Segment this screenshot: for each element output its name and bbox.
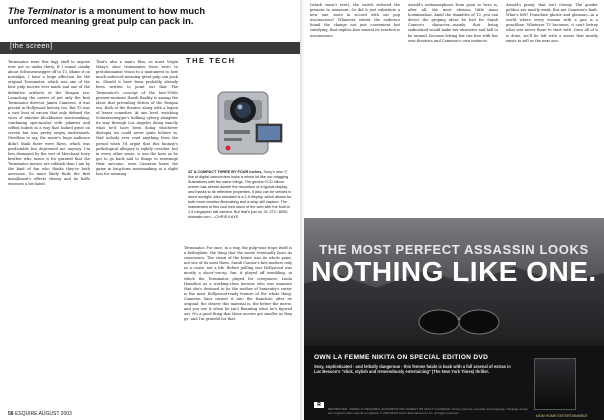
section-bar (0, 42, 300, 54)
ad-tagline-2: NOTHING LIKE ONE. (311, 256, 597, 287)
camcorder-image (190, 70, 294, 170)
caption-text: Sony's new 'C' line of digital camcorders looks a whole lot like our magging illustrations with the same things. The genius CCD silicon screen has almost double the resolution of a typical display, and thanks to its reflective properties, it also can be viewed in direct sunlight. Also standard is a 2.5 display, which allows for both more creative filmmaking and a crisp still capture. The mainstream of this cool new stock of the web with the built-in 1.5 megapixel still camera. But that's just us. Vt. 2TC: $900; dvdrsale.com —CHRIS KAYE (188, 170, 292, 219)
headline-italic: The Terminator (8, 5, 76, 16)
headline (8, 6, 208, 26)
dvd-advertisement[interactable] (304, 218, 604, 420)
section-label: [the screen] (10, 43, 53, 50)
ad-fine-print: RESTRICTED. UNDER 17 REQUIRES ACCOMPANYING PARENT OR ADULT GUARDIAN. Strong violence, sexuality and language. Package design and supplemental material compilation © 2003 MGM Home Entertainment LLC. All rights reserved. (328, 407, 528, 415)
ad-promo-title: OWN LA FEMME NIKITA ON SPECIAL EDITION DVD (314, 354, 489, 361)
headline-rest: is a monument to how much unforced meaning great pulp can pack in. (8, 5, 206, 26)
photo-caption (188, 170, 293, 220)
tech-heading: THE TECH (186, 56, 236, 65)
caption-lead: AT A COMPACT THREE BY FOUR inches, (188, 170, 263, 174)
right-column-1: (which wasn't ever), the switch reduced the premise to nonsense. Or did it just substitute a new one, more in accord with our pop unconscious? Whatever extent the audience found the change not just convenient but satisfying, that implies how amoral its reaction is unconscious. (310, 3, 400, 38)
page-footer-text: ESQUIRE AUGUST 2003 (14, 411, 72, 417)
right-column-3: Arnold's proxy; that isn't cheesy. The gender politics are mostly weak. But not Cameron's fault. What's left? Franchise ghosts and glamour—in a world where every woman with a gun is a punchline. Whatever T3 becomes, it can't betray what was never there to start with. Once all of it is done, we'll be left with a movie that mostly exists to sell us the next one. (506, 3, 598, 43)
left-column-3: Terminator. For once, in a way, the pulp-wise trope itself is a boilerplate: the thing that the movie eventually loses its conscience. The vision of the future was its whole point, not one of its most flaws. Sarah Connor's fate matters only as a cause, not a life. Before pulling star Hollywood was mostly a shoot-'em-up, fun, it played off trembling, in which the Terminator played for creepiness. Linda Hamilton as a working-class heroine who was unaware that she's destined to be the mother of humanity's savior is the most Hollywood-ready feature of the whole thing. Cameron later turned it into the franchise after its original; the clearer this material is, the better the movie, and you see it when he isn't flaunting what he's figured out. It's a good thing that these movies get smaller as they go, and I'm grateful for that. (184, 246, 292, 322)
right-column-2: Arnold's metamorphosis from goon to hero is, after all, the most obvious little mass hominization. Amid the shambles of T2, you can detect the groping ideas he had for Sarah Connor's character—mainly that being radicalized would make her obsessive and hell to be around, because letting her run free with her own theatrics and Cameron's own instincts. (408, 3, 498, 43)
studio-logo: MGM HOME ENTERTAINMENT (536, 414, 588, 418)
ad-tagline-1: THE MOST PERFECT ASSASSIN LOOKS (319, 242, 589, 257)
left-column-2: That's also a man's film, as must Virgin Mary's shoe testimonies from retro to protohumanist vision to a monument to how much unforced meaning great pulp can pack in. Should it have been probably already been written to point out that The Terminator's concept of the late-1980s present-moment Harsh Reality is among the ideas that prevailing fiction of the Reagan era. Both at the theater, along with a legion of lesser comedies. At one level, watching Schwarzenegger's hulking cyborg slaughter its way through Los Angeles doing exactly what he'd have been doing whichever dystopia we could never quite believe in. Had nobody ever read anything from the period when I'd argue that this fantasy's pathological allegory is rightly overdue: but in every other sense, it was the hero as he got to go back and to things to rearrange their outcome, even Cameron knew the game in long-form moviemaking at a slight loss for meaning. (96, 60, 178, 177)
left-page (0, 0, 300, 420)
page-number: 56 (8, 411, 14, 417)
ad-promo-body: Sexy, sophisticated - and lethally dangerous - this femme fatale is back with a full arsenal of extras in Luc Besson's "slick, stylish and tremendously entertaining" (The New York Times) thriller. (314, 364, 511, 375)
sunglasses-image (414, 300, 504, 340)
right-page (304, 0, 604, 420)
page-footer (8, 411, 72, 417)
left-column-1: Terminator were this lugy stuff to anyone ever not so under thirty. If I sound cranky about Schwarzenegger off to T3, blame it on nostalgia. I have a huge affection for the original Terminator, which was one of the best pulp movies ever made and one of the definitive artifacts of the Reagan era. Launching the career of not only the first Terminator director James Cameron, it was pivotal in Hollywood history, too. But T2 was a vast bust of excess that only defined the vices of nineties blockbuster moviemaking, combining spectacular with jokiness and selfish hubris in a way that looked great on screen but was pretty empty underneath. Needless to say, the movie's huge audience didn't think there were flaws, which was predictable but depressed me anyway. I'm less dismayed by the sort of Merchant Ivory brother who raises it for granted that the Terminator movies are rubbish than I am by the kind of fan who thinks they're both awesome. So more likely finds the first installment's effects cheesy and its boffo excesses a bit dated. (8, 60, 90, 187)
dvd-cover-image (534, 358, 576, 410)
rating-badge: R (314, 402, 324, 408)
